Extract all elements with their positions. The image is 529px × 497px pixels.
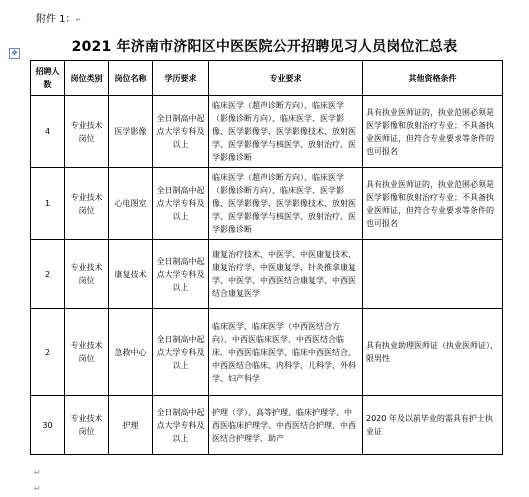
table-header-row <box>31 61 503 96</box>
cell-major: 临床医学（超声诊断方向）、临床医学（影像诊断方向）、临床医学、医学影像、医学影像学、医学影像技术、放射医学、医学影像学与核医学、放射治疗、医学影像诊断 <box>209 168 363 240</box>
header-other: 其他资格条件 <box>363 61 503 96</box>
header-category: 岗位类别 <box>65 61 109 96</box>
paragraph-mark-icon: ↵ <box>34 468 41 477</box>
cell-count: 4 <box>31 96 65 168</box>
cell-count: 2 <box>31 309 65 396</box>
paragraph-mark-icon: ↵ <box>75 16 82 24</box>
cell-other <box>363 240 503 309</box>
cell-category: 专业技术岗位 <box>65 168 109 240</box>
cell-major: 护理（学）、高等护理、临床护理学、中西医临床护理学、中西医结合护理、中西医结合护理学、助产 <box>209 396 363 455</box>
cell-category: 专业技术岗位 <box>65 396 109 455</box>
cell-category: 专业技术岗位 <box>65 96 109 168</box>
table-row <box>31 96 503 168</box>
table-row <box>31 168 503 240</box>
document-title: 2021 年济南市济阳区中医医院公开招聘见习人员岗位汇总表 <box>71 39 458 55</box>
cell-name: 康复技术 <box>109 240 153 309</box>
cell-count: 2 <box>31 240 65 309</box>
cell-category: 专业技术岗位 <box>65 240 109 309</box>
cell-education: 全日制高中起点大学专科及以上 <box>153 168 209 240</box>
table-move-handle-icon[interactable]: ✥ <box>9 48 20 59</box>
annex-label: 附件 1：↵ <box>36 14 82 25</box>
cell-category: 专业技术岗位 <box>65 309 109 396</box>
header-education: 学历要求 <box>153 61 209 96</box>
cell-education: 全日制高中起点大学专科及以上 <box>153 309 209 396</box>
paragraph-mark-icon: ↵ <box>34 484 41 493</box>
cell-count: 1 <box>31 168 65 240</box>
table-row <box>31 309 503 396</box>
cell-name: 急救中心 <box>109 309 153 396</box>
cell-major: 康复治疗技术、中医学、中医康复技术、康复治疗学、中医康复学、针灸推拿康复学、中医学、中西医结合康复学、中西医结合康复医学 <box>209 240 363 309</box>
header-name: 岗位名称 <box>109 61 153 96</box>
cell-major: 临床医学（超声诊断方向）、临床医学（影像诊断方向）、临床医学、医学影像、医学影像学、医学影像技术、放射医学、医学影像学与核医学、放射治疗、医学影像诊断 <box>209 96 363 168</box>
table-row <box>31 240 503 309</box>
header-major: 专业要求 <box>209 61 363 96</box>
cell-education: 全日制高中起点大学专科及以上 <box>153 240 209 309</box>
cell-name: 医学影像 <box>109 96 153 168</box>
cell-name: 心电图室 <box>109 168 153 240</box>
cell-other: 具有执业医师证的，执业范围必须是医学影像和放射治疗专业；不具备执业医师证，但符合专业要求等条件的也可报名 <box>363 96 503 168</box>
cell-other: 2020 年及以前毕业的需具有护士执业证 <box>363 396 503 455</box>
table-row <box>31 396 503 455</box>
cell-education: 全日制高中起点大学专科及以上 <box>153 396 209 455</box>
cell-count: 30 <box>31 396 65 455</box>
cell-name: 护理 <box>109 396 153 455</box>
header-count: 招聘人数 <box>31 61 65 96</box>
cell-other: 具有执业助理医师证（执业医师证），限男性 <box>363 309 503 396</box>
cell-education: 全日制高中起点大学专科及以上 <box>153 96 209 168</box>
cell-major: 临床医学、临床医学（中西医结合方向）、中西医临床医学、中西医结合临床、中西医临床医学、临床中西医结合、中西医结合临床、内科学、儿科学、外科学、妇产科学 <box>209 309 363 396</box>
cell-other: 具有执业医师证的，执业范围必须是医学影像和放射治疗专业；不具备执业医师证，但符合专业要求等条件的也可报名 <box>363 168 503 240</box>
positions-table <box>30 60 503 455</box>
